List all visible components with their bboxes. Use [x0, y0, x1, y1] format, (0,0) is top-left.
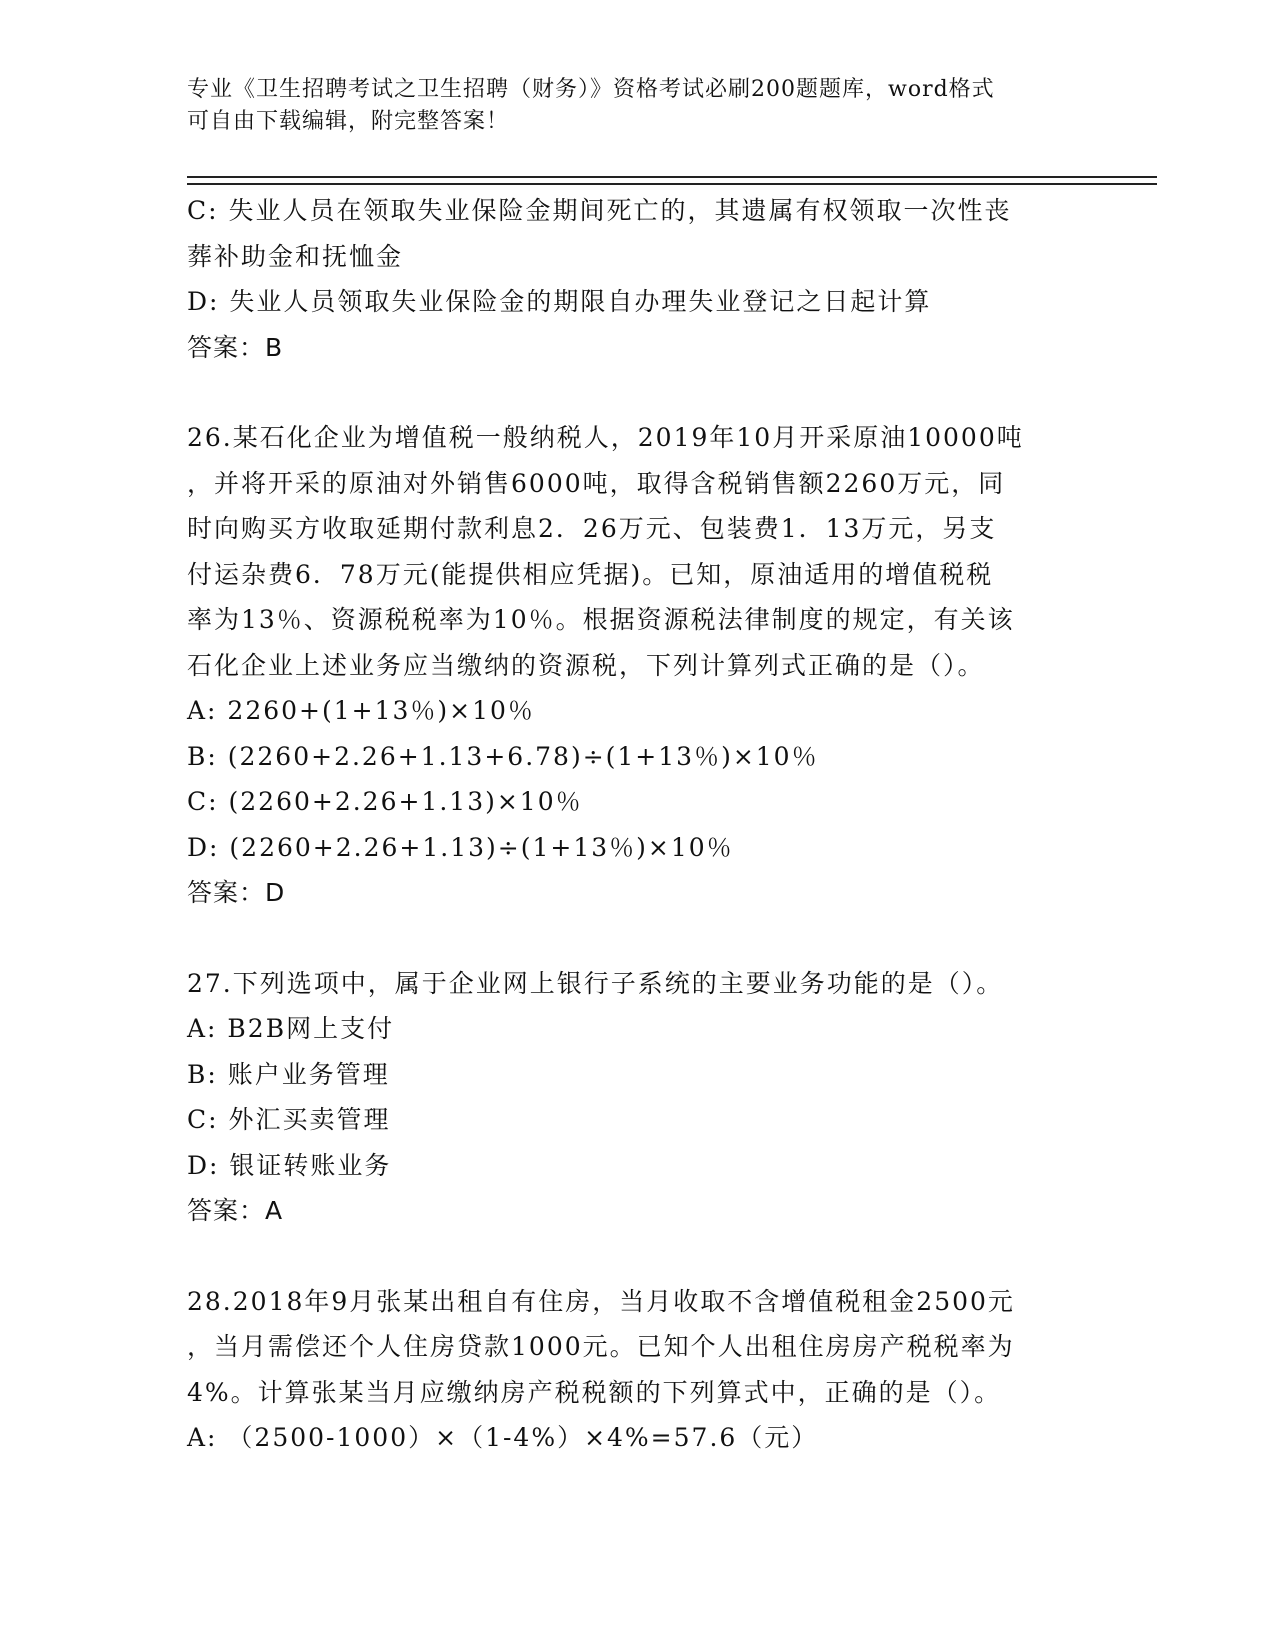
- q28-stem-line-3: 4%。计算张某当月应缴纳房产税税额的下列算式中，正确的是（）。: [187, 1377, 1002, 1407]
- q27-option-c: C: 外汇买卖管理: [187, 1105, 391, 1134]
- spacer: [187, 916, 1087, 961]
- q26-stem-line-3: 时向购买方收取延期付款利息2．26万元、包装费1．13万元，另支: [187, 514, 997, 543]
- spacer: [187, 370, 1087, 415]
- q27-answer: 答案：A: [187, 1196, 284, 1225]
- q26-stem-line-2: ，并将开采的原油对外销售6000吨，取得含税销售额2260万元，同: [187, 468, 1006, 498]
- q27-stem: 27.下列选项中，属于企业网上银行子系统的主要业务功能的是（）。: [187, 968, 1004, 998]
- q26-answer: 答案：D: [187, 878, 286, 907]
- header-divider-bottom: [187, 183, 1157, 185]
- q27-option-b: B: 账户业务管理: [187, 1059, 390, 1089]
- spacer: [187, 1234, 1087, 1279]
- q26-option-c: C: (2260+2.26+1.13)×10％: [187, 787, 583, 816]
- header-title-line-2: 可自由下载编辑，附完整答案！: [187, 109, 510, 134]
- document-header: [187, 74, 1087, 138]
- q26-stem-line-1: 26.某石化企业为增值税一般纳税人，2019年10月开采原油10000吨: [187, 423, 1024, 452]
- q26-stem-line-6: 石化企业上述业务应当缴纳的资源税，下列计算列式正确的是（）。: [187, 650, 985, 680]
- q25-option-d: D: 失业人员领取失业保险金的期限自办理失业登记之日起计算: [187, 287, 932, 316]
- q27-option-a: A: B2B网上支付: [187, 1014, 395, 1043]
- q28-stem-line-2: ，当月需偿还个人住房贷款1000元。已知个人出租住房房产税税率为: [187, 1332, 1015, 1361]
- q26-stem-line-4: 付运杂费6．78万元(能提供相应凭据)。已知，原油适用的增值税税: [187, 559, 994, 589]
- q25-option-c-line-1: C: 失业人员在领取失业保险金期间死亡的，其遗属有权领取一次性丧: [187, 196, 1012, 225]
- q28-stem-line-1: 28.2018年9月张某出租自有住房，当月收取不含增值税租金2500元: [187, 1286, 1015, 1316]
- q25-option-c-line-2: 葬补助金和抚恤金: [187, 241, 404, 271]
- q25-answer: 答案：B: [187, 332, 284, 362]
- header-divider-top: [187, 176, 1157, 178]
- question-26: [187, 415, 1087, 916]
- q26-option-a: A: 2260+(1+13％)×10％: [187, 696, 535, 725]
- q27-option-d: D: 银证转账业务: [187, 1150, 392, 1180]
- q28-option-a: A: （2500-1000）×（1-4%）×4%=57.6（元）: [187, 1423, 819, 1452]
- document-body: [187, 188, 1087, 1461]
- q26-stem-line-5: 率为13％、资源税税率为10％。根据资源税法律制度的规定，有关该: [187, 605, 1015, 634]
- q26-option-d: D: (2260+2.26+1.13)÷(1+13％)×10％: [187, 832, 734, 862]
- header-title-line-1: 专业《卫生招聘考试之卫生招聘（财务）》资格考试必刷200题题库，word格式: [187, 77, 995, 102]
- question-28: [187, 1279, 1087, 1461]
- question-25-tail: [187, 188, 1087, 370]
- question-27: [187, 961, 1087, 1234]
- q26-option-b: B: (2260+2.26+1.13+6.78)÷(1+13％)×10％: [187, 741, 819, 771]
